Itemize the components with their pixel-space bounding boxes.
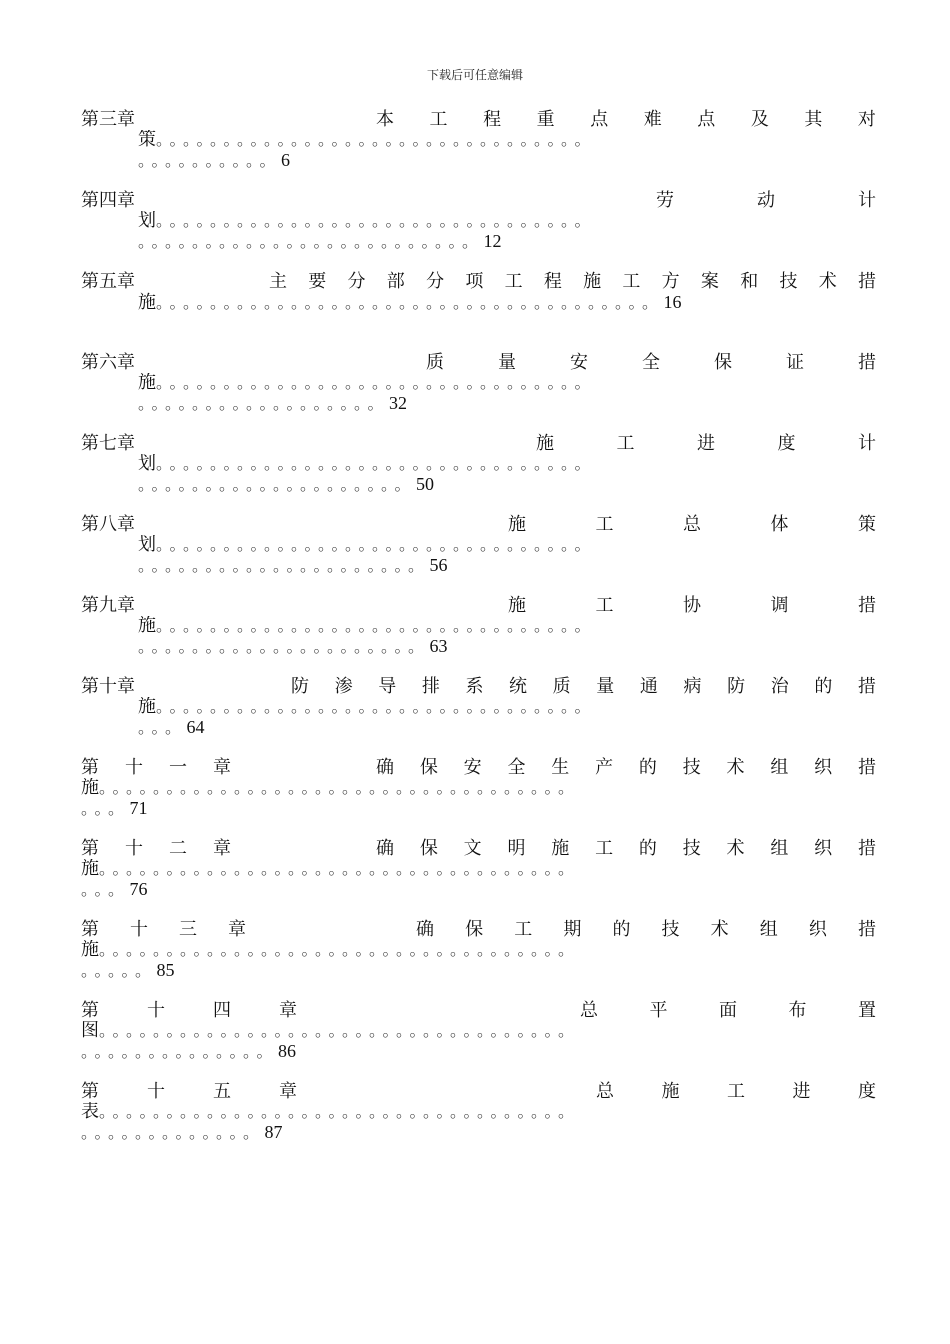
toc-page-line: [138, 636, 448, 656]
toc-chapter-label: 第十章: [81, 676, 135, 697]
toc-title: 质 量 安 全 保 证 措: [426, 352, 876, 373]
leader-dots: 。。。。。。。。。。。。。。。。。。。。。: [138, 556, 430, 575]
toc-title: 劳 动 计: [656, 190, 876, 211]
toc-page-number: 6: [281, 150, 291, 170]
leader-dots: 。。。。。。。。。。。。。。。。。。。。。。。。。。。。。。。。: [156, 211, 597, 230]
toc-page-number: 86: [278, 1041, 297, 1061]
toc-page-number: 76: [129, 879, 148, 899]
toc-page-number: 32: [389, 393, 408, 413]
toc-entry[interactable]: [81, 1001, 876, 1082]
toc-leader-line: [138, 373, 876, 393]
toc-entry[interactable]: [81, 191, 876, 272]
toc-chapter-label: 第 十 一 章: [81, 757, 231, 778]
leader-dots: 。。。。。。。。。。。。。。。。。。。。: [138, 475, 417, 494]
toc-title-tail: 划: [138, 211, 156, 231]
toc-title: 确 保 文 明 施 工 的 技 术 组 织 措: [376, 838, 876, 859]
toc-page-line: [138, 150, 290, 170]
toc-page-line: [138, 474, 434, 494]
leader-dots: 。。。。。。。。。。。。。。: [81, 1042, 279, 1061]
toc-entry[interactable]: [81, 596, 876, 677]
toc-title-tail: 施: [81, 940, 99, 960]
leader-dots: 。。。: [81, 799, 130, 818]
toc-leader-line: [138, 616, 876, 636]
toc-title: 施 工 进 度 计: [536, 433, 876, 454]
toc-title: 总 平 面 布 置: [580, 1000, 876, 1021]
leader-dots: 。。。。。。。。。。。。。。。。。。。。。。。。。。。。。。。。: [156, 535, 597, 554]
leader-dots: 。。。。。。。。。。。。。。。。。。。。。: [138, 637, 430, 656]
leader-dots: 。。。。。。。。。。。。。。。。。。。。。。。。。。。。。。。。。。。: [99, 778, 580, 797]
toc-title: 总 施 工 进 度: [596, 1081, 876, 1102]
toc-chapter-label: 第七章: [81, 433, 135, 454]
toc-title: 施 工 协 调 措: [508, 595, 876, 616]
toc-page-line: [138, 717, 205, 737]
toc-chapter-label: 第八章: [81, 514, 135, 535]
leader-dots: 。。。。。。。。。。。。。。。。。。。。。。。。。。。。。。。。: [156, 454, 597, 473]
toc-title-tail: 图: [81, 1021, 99, 1041]
leader-dots: 。。。。。。。。。。。。。。。。。。。。。。。。。。。。。。。。。。。。。: [156, 293, 664, 312]
toc-leader-line: [81, 859, 876, 879]
toc-entry[interactable]: [81, 110, 876, 191]
toc-chapter-label: 第五章: [81, 271, 135, 292]
toc-title-tail: 施: [138, 616, 156, 636]
toc-chapter-label: 第六章: [81, 352, 135, 373]
toc-entry[interactable]: [81, 434, 876, 515]
toc-page-line: [81, 1122, 283, 1142]
toc-entry[interactable]: [81, 272, 876, 353]
toc-chapter-label: 第 十 四 章: [81, 1000, 297, 1021]
toc-title-tail: 施: [81, 859, 99, 879]
toc-title-tail: 划: [138, 535, 156, 555]
toc-title: 防 渗 导 排 系 统 质 量 通 病 防 治 的 措: [291, 676, 876, 697]
toc-page-line: [138, 231, 502, 251]
leader-dots: 。。。。。。。。。。。。。: [81, 1123, 265, 1142]
toc-title: 本 工 程 重 点 难 点 及 其 对: [376, 109, 876, 130]
toc-title-tail: 表: [81, 1102, 99, 1122]
page-header: 下载后可任意编辑: [426, 68, 523, 82]
toc-page-number: 50: [416, 474, 435, 494]
toc-chapter-label: 第 十 二 章: [81, 838, 231, 859]
toc-chapter-label: 第 十 五 章: [81, 1081, 297, 1102]
toc-leader-line: [81, 778, 876, 798]
toc-page-number: 64: [186, 717, 205, 737]
toc-page-number: 63: [429, 636, 448, 656]
leader-dots: 。。。。。: [81, 961, 157, 980]
toc-title-tail: 施: [81, 778, 99, 798]
table-of-contents: [81, 110, 876, 1163]
toc-page-number: 12: [483, 231, 502, 251]
toc-entry[interactable]: [81, 515, 876, 596]
toc-entry[interactable]: [81, 839, 876, 920]
toc-leader-line: [81, 1102, 876, 1122]
leader-dots: 。。。: [138, 718, 187, 737]
toc-title-tail: 施: [138, 292, 156, 313]
toc-title-tail: 划: [138, 454, 156, 474]
leader-dots: 。。。。。。。。。。。。。。。。。。。。。。。。。。。。。。。。。。。: [99, 940, 580, 959]
toc-entry[interactable]: [81, 353, 876, 434]
leader-dots: 。。。。。。。。。。。。。。。。。。。。。。。。。。。。。。。。。。。: [99, 1102, 580, 1121]
toc-leader-line: [138, 130, 876, 150]
leader-dots: 。。。: [81, 880, 130, 899]
toc-chapter-label: 第九章: [81, 595, 135, 616]
toc-title-tail: 施: [138, 373, 156, 393]
leader-dots: 。。。。。。。。。。: [138, 151, 282, 170]
leader-dots: 。。。。。。。。。。。。。。。。。。。。。。。。。。。。。。。。。。。: [99, 859, 580, 878]
toc-page-number: 71: [129, 798, 148, 818]
toc-chapter-label: 第 十 三 章: [81, 919, 246, 940]
toc-page-line: [81, 960, 175, 980]
toc-leader-line: [138, 697, 876, 717]
leader-dots: 。。。。。。。。。。。。。。。。。。。。。。。。。。。。。。。。: [156, 373, 597, 392]
toc-leader-line: [138, 535, 876, 555]
toc-entry[interactable]: [81, 1082, 876, 1163]
toc-entry[interactable]: [81, 920, 876, 1001]
toc-leader-line: [138, 292, 876, 312]
toc-entry[interactable]: [81, 758, 876, 839]
toc-chapter-label: 第三章: [81, 109, 135, 130]
toc-page-number: 87: [264, 1122, 283, 1142]
leader-dots: 。。。。。。。。。。。。。。。。。。。。。。。。。。。。。。。。: [156, 616, 597, 635]
leader-dots: 。。。。。。。。。。。。。。。。。。。。。。。。。。。。。。。。: [156, 130, 597, 149]
toc-page-number: 85: [156, 960, 175, 980]
toc-page-line: [81, 879, 148, 899]
toc-page-number: 16: [663, 292, 682, 312]
leader-dots: 。。。。。。。。。。。。。。。。。。。。。。。。。。。。。。。。。。。: [99, 1021, 580, 1040]
toc-leader-line: [138, 454, 876, 474]
toc-title-tail: 施: [138, 697, 156, 717]
toc-title: 主 要 分 部 分 项 工 程 施 工 方 案 和 技 术 措: [269, 271, 876, 292]
toc-page-line: [138, 555, 448, 575]
leader-dots: 。。。。。。。。。。。。。。。。。。。。。。。。。。。。。。。。: [156, 697, 597, 716]
leader-dots: 。。。。。。。。。。。。。。。。。。: [138, 394, 390, 413]
toc-entry[interactable]: [81, 677, 876, 758]
toc-page-line: [81, 798, 148, 818]
toc-leader-line: [81, 1021, 876, 1041]
toc-page-line: [81, 1041, 296, 1061]
toc-leader-line: [81, 940, 876, 960]
toc-title-tail: 策: [138, 130, 156, 150]
toc-title: 施 工 总 体 策: [508, 514, 876, 535]
toc-chapter-label: 第四章: [81, 190, 135, 211]
toc-title: 确 保 安 全 生 产 的 技 术 组 织 措: [376, 757, 876, 778]
leader-dots: 。。。。。。。。。。。。。。。。。。。。。。。。。: [138, 232, 484, 251]
toc-leader-line: [138, 211, 876, 231]
toc-page-line: [138, 393, 407, 413]
toc-page-number: 56: [429, 555, 448, 575]
toc-title: 确 保 工 期 的 技 术 组 织 措: [416, 919, 876, 940]
